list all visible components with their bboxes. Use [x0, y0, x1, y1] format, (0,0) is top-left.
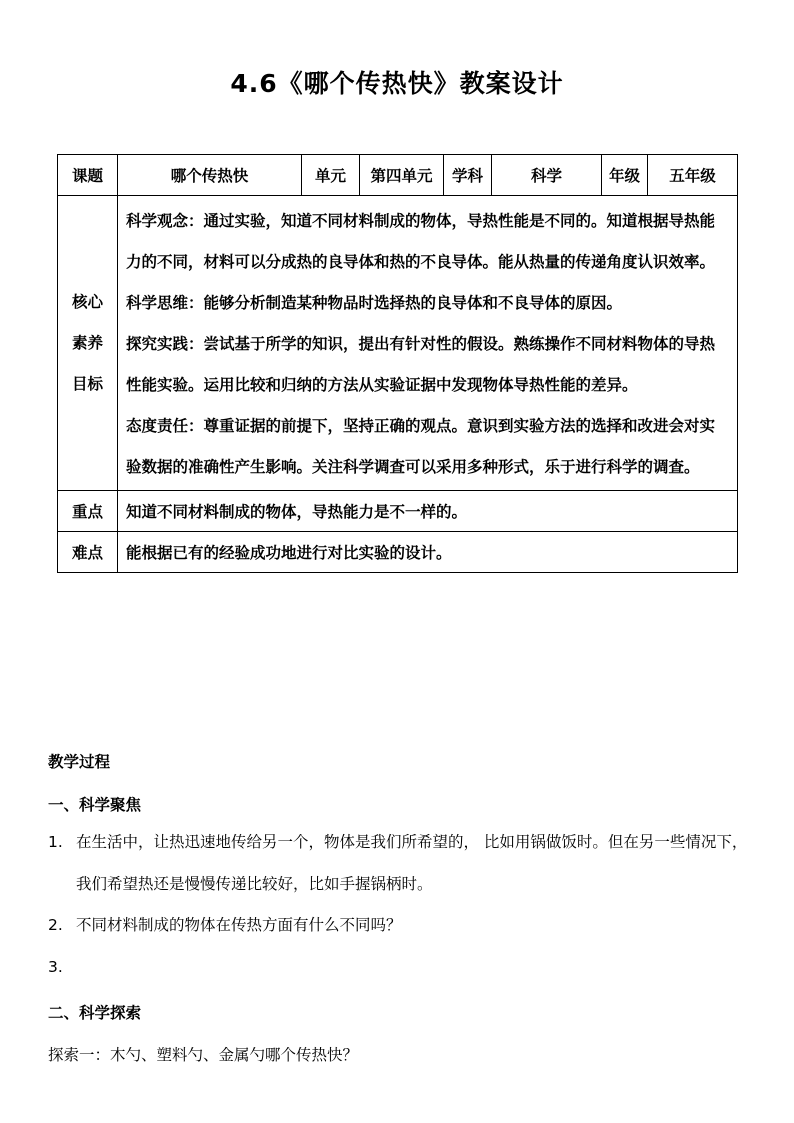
key-point-text: 知道不同材料制成的物体，导热能力是不一样的。 — [118, 491, 738, 532]
difficulty-row — [58, 532, 738, 573]
core-label-line: 目标 — [71, 374, 103, 393]
list-item-number: 3. — [48, 958, 63, 976]
section-explore-heading: 二、科学探索 — [48, 1004, 142, 1022]
unit-value: 第四单元 — [360, 155, 444, 196]
objective-practice: 探究实践：尝试基于所学的知识，提出有针对性的假设。熟练操作不同材料物体的导热性能实验。运用比较和归纳的方法从实验证据中发现物体导热性能的差异。 — [126, 335, 716, 394]
section-focus-heading: 一、科学聚焦 — [48, 796, 142, 814]
objective-thinking: 科学思维：能够分析制造某种物品时选择热的良导体和不良导体的原因。 — [126, 294, 623, 312]
objective-attitude: 态度责任：尊重证据的前提下，坚持正确的观点。意识到实验方法的选择和改进会对实验数据的准确性产生影响。关注科学调查可以采用多种形式，乐于进行科学的调查。 — [126, 417, 716, 476]
list-item-text: 在生活中，让热迅速地传给另一个，物体是我们所希望的， 比如用锅做饭时。但在另一些情况下，我们希望热还是慢慢传递比较好，比如手握锅柄时。 — [76, 833, 748, 893]
difficulty-label: 难点 — [58, 532, 118, 573]
objective-concept: 科学观念：通过实验，知道不同材料制成的物体，导热性能是不同的。知道根据导热能力的不同，材料可以分成热的良导体和热的不良导体。能从热量的传递角度认识效率。 — [126, 212, 716, 271]
core-label-line: 素养 — [71, 333, 103, 352]
difficulty-text: 能根据已有的经验成功地进行对比实验的设计。 — [118, 532, 738, 573]
subject-label: 学科 — [444, 155, 492, 196]
table-header-row — [58, 155, 738, 196]
core-label-line: 核心 — [71, 292, 103, 311]
explore-one-text: 探索一：木勺、塑料勺、金属勺哪个传热快？ — [48, 1046, 359, 1064]
list-item — [48, 821, 758, 905]
list-item-text: 不同材料制成的物体在传热方面有什么不同吗？ — [76, 916, 402, 934]
topic-label: 课题 — [58, 155, 118, 196]
subject-value: 科学 — [492, 155, 602, 196]
process-heading: 教学过程 — [48, 753, 111, 771]
page-title: 4.6《哪个传热快》教案设计 — [230, 69, 564, 98]
grade-label: 年级 — [602, 155, 648, 196]
grade-value: 五年级 — [648, 155, 738, 196]
key-point-label: 重点 — [58, 491, 118, 532]
topic-value: 哪个传热快 — [118, 155, 302, 196]
key-point-row — [58, 491, 738, 532]
core-objectives-label — [58, 196, 118, 491]
core-objectives-row — [58, 196, 738, 491]
list-item-number: 2. — [48, 916, 63, 934]
unit-label: 单元 — [302, 155, 360, 196]
list-item-number: 1. — [48, 833, 63, 851]
list-item — [48, 904, 758, 946]
core-objectives-content — [118, 196, 738, 491]
lesson-plan-table — [57, 154, 738, 573]
